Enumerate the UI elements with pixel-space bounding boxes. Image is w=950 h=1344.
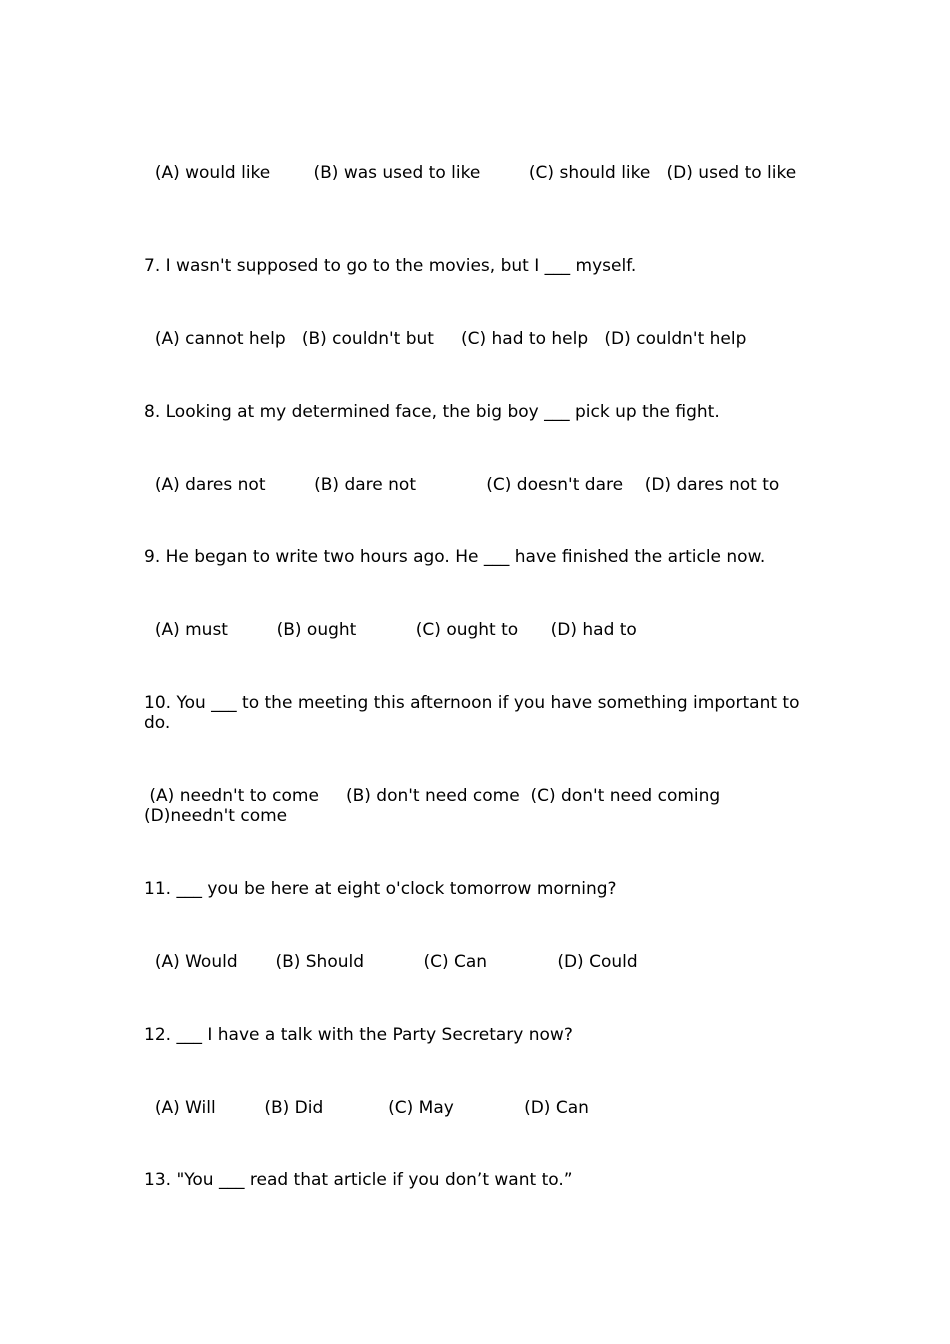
question-13: 13. "You ___ read that article if you don’t want to.” [144, 1170, 573, 1190]
question-9: 9. He began to write two hours ago. He ___ have finished the article now. [144, 547, 766, 567]
options-q9: (A) must (B) ought (C) ought to (D) had to [144, 620, 637, 640]
options-q10: (A) needn't to come (B) don't need come (C) don't need coming (D)needn't come [144, 786, 726, 826]
question-8: 8. Looking at my determined face, the big boy ___ pick up the fight. [144, 402, 720, 422]
question-11: 11. ___ you be here at eight o'clock tomorrow morning? [144, 879, 617, 899]
options-q8: (A) dares not (B) dare not (C) doesn't dare (D) dares not to [144, 475, 780, 495]
question-12: 12. ___ I have a talk with the Party Secretary now? [144, 1025, 573, 1045]
options-q12: (A) Will (B) Did (C) May (D) Can [144, 1098, 589, 1118]
question-7: 7. I wasn't supposed to go to the movies, but I ___ myself. [144, 256, 637, 276]
question-10: 10. You ___ to the meeting this afternoon if you have something important to do. [144, 693, 805, 733]
options-q11: (A) Would (B) Should (C) Can (D) Could [144, 952, 638, 972]
options-q6: (A) would like (B) was used to like (C) should like (D) used to like [144, 163, 797, 183]
options-q7: (A) cannot help (B) couldn't but (C) had to help (D) couldn't help [144, 329, 747, 349]
